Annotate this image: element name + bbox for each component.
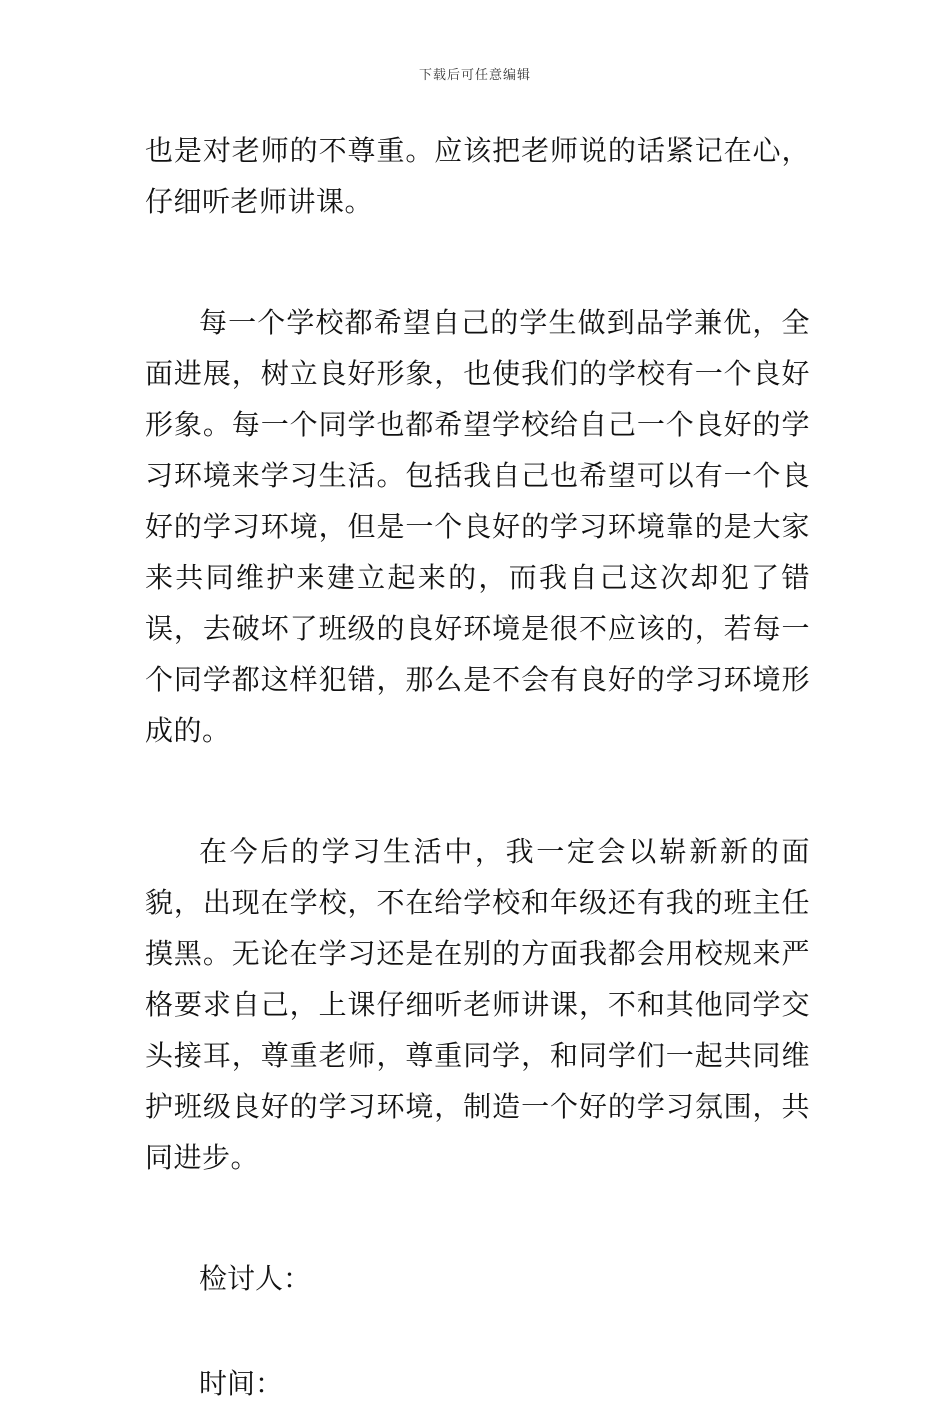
document-body xyxy=(145,125,810,1409)
paragraph-2: 每一个学校都希望自己的学生做到品学兼优，全面进展，树立良好形象，也使我们的学校有一个良好形象。每一个同学也都希望学校给自己一个良好的学习环境来学习生活。包括我自己也希望可以有一个良好的学习环境，但是一个良好的学习环境靠的是大家来共同维护来建立起来的，而我自己这次却犯了错误，去破坏了班级的良好环境是很不应该的，若每一个同学都这样犯错，那么是不会有良好的学习环境形成的。 xyxy=(145,306,810,747)
time-label: 时间： xyxy=(199,1367,284,1400)
paragraph-spacer xyxy=(145,1183,810,1253)
signature-spacer xyxy=(145,1304,810,1358)
paragraph-spacer xyxy=(145,227,810,297)
paragraph-spacer xyxy=(145,756,810,826)
paragraph-1: 也是对老师的不尊重。应该把老师说的话紧记在心，仔细听老师讲课。 xyxy=(145,134,810,218)
page-header: 下载后可任意编辑 xyxy=(418,68,531,83)
paragraph-3: 在今后的学习生活中，我一定会以崭新新的面貌，出现在学校，不在给学校和年级还有我的班主任摸黑。无论在学习还是在别的方面我都会用校规来严格要求自己，上课仔细听老师讲课，不和其他同学交头接耳，尊重老师，尊重同学，和同学们一起共同维护班级良好的学习环境，制造一个好的学习氛围，共同进步。 xyxy=(145,835,810,1174)
reviewer-label: 检讨人： xyxy=(199,1262,312,1295)
